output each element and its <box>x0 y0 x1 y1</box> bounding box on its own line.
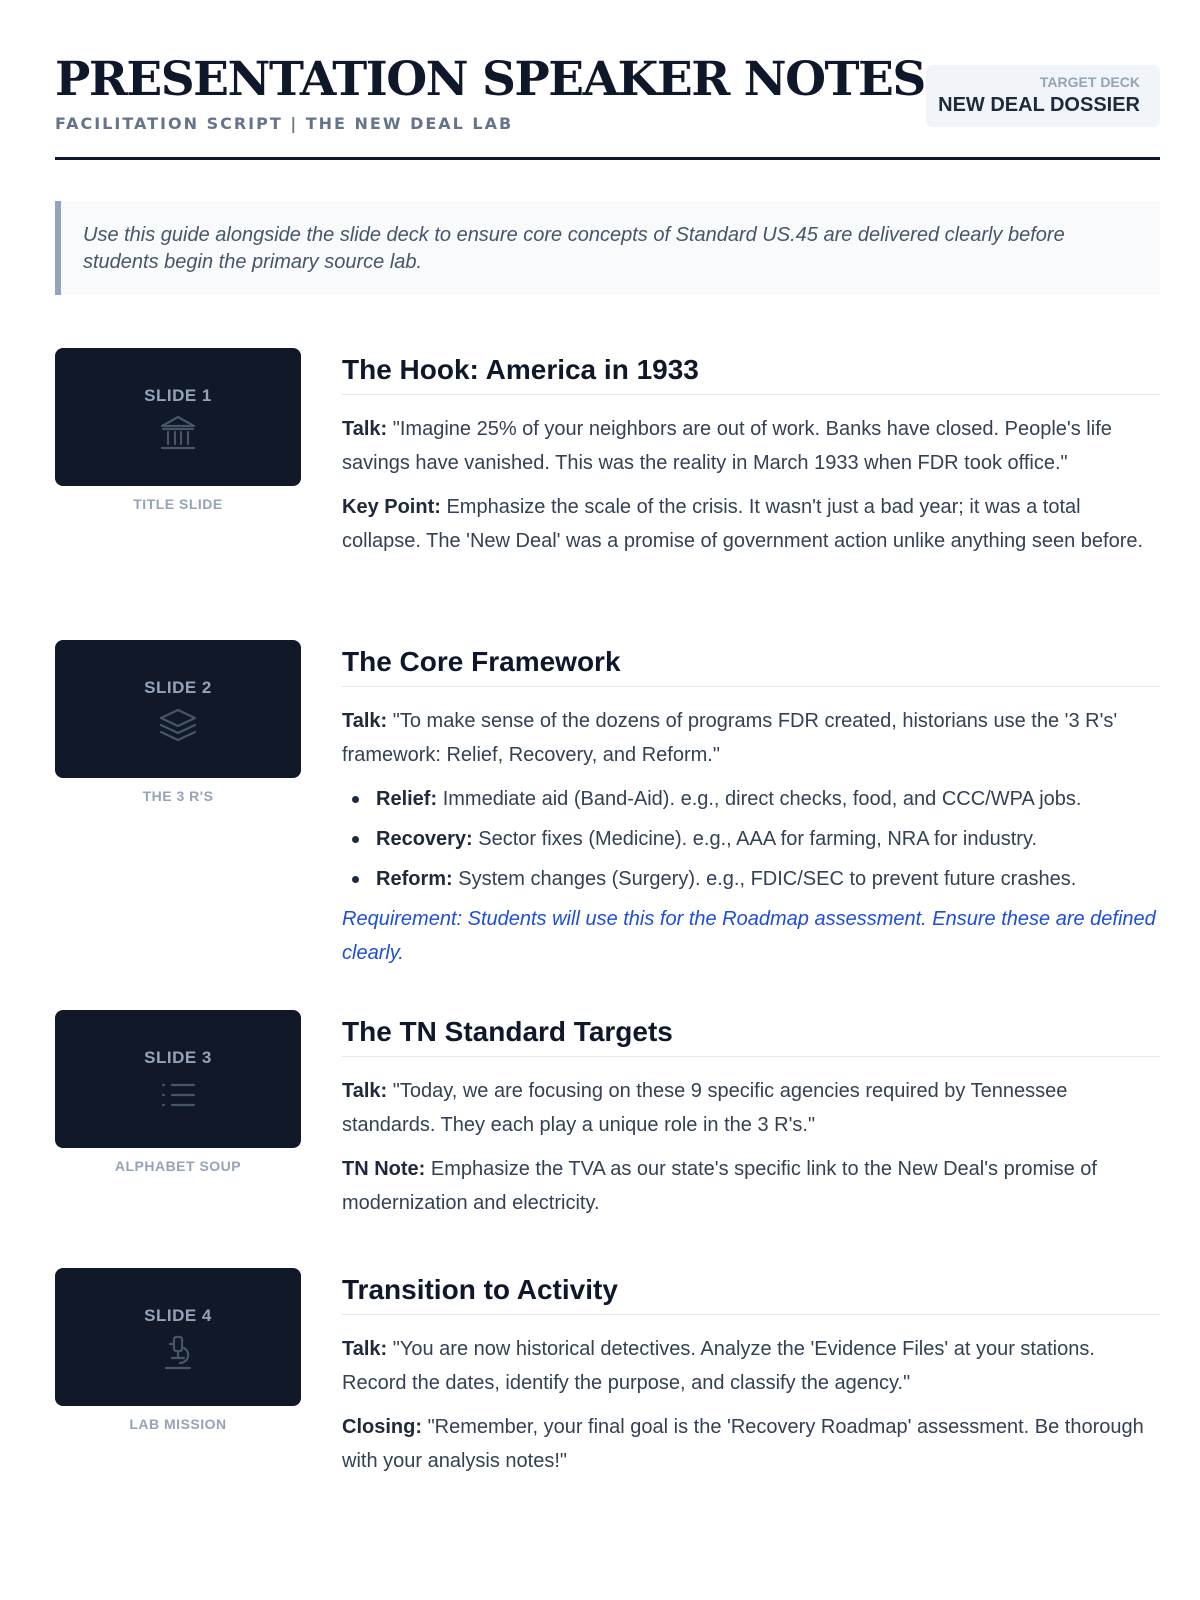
bullet-text: System changes (Surgery). e.g., FDIC/SEC to prevent future crashes. <box>458 868 1077 890</box>
slide-thumbnail <box>55 640 301 778</box>
slide-thumbnail <box>55 348 301 486</box>
slide-caption: ALPHABET SOUP <box>114 1158 242 1174</box>
layers-icon <box>158 706 198 744</box>
slide-caption: LAB MISSION <box>129 1416 227 1432</box>
slide-notes <box>342 348 1160 568</box>
slide-thumbnail-column <box>55 1010 301 1174</box>
slide-heading: The Core Framework <box>342 640 1160 687</box>
tn-note-text: Emphasize the TVA as our state's specific link to the New Deal's promise of modernization and electricity. <box>342 1158 1097 1214</box>
framework-list <box>342 782 1160 896</box>
slide-caption: TITLE SLIDE <box>133 496 223 512</box>
target-deck-badge <box>926 65 1160 127</box>
slide-caption: THE 3 R'S <box>142 788 214 804</box>
key-point-paragraph <box>342 490 1160 558</box>
talk-label: Talk: <box>342 1338 388 1360</box>
slide-heading: Transition to Activity <box>342 1268 1160 1315</box>
slide-heading: The Hook: America in 1933 <box>342 348 1160 395</box>
microscope-icon <box>158 1334 198 1372</box>
bullet-label: Relief: <box>376 788 438 810</box>
slide-number: SLIDE 2 <box>144 678 212 697</box>
closing-paragraph <box>342 1410 1160 1478</box>
page-header <box>55 52 1160 160</box>
talk-paragraph <box>342 412 1160 480</box>
closing-text: "Remember, your final goal is the 'Recovery Roadmap' assessment. Be thorough with your analysis notes!" <box>342 1416 1144 1472</box>
closing-label: Closing: <box>342 1416 422 1438</box>
talk-label: Talk: <box>342 710 388 732</box>
bullet-label: Recovery: <box>376 828 473 850</box>
intro-callout: Use this guide alongside the slide deck to ensure core concepts of Standard US.45 are delivered clearly before students begin the primary source lab. <box>55 201 1160 295</box>
slide-heading: The TN Standard Targets <box>342 1010 1160 1057</box>
bullet-label: Reform: <box>376 868 453 890</box>
bullet-text: Sector fixes (Medicine). e.g., AAA for farming, NRA for industry. <box>478 828 1038 850</box>
slide-number: SLIDE 3 <box>144 1048 212 1067</box>
slide-thumbnail-column <box>55 640 301 804</box>
target-deck-name: NEW DEAL DOSSIER <box>938 94 1140 116</box>
talk-text: "To make sense of the dozens of programs FDR created, historians use the '3 R's' framework: Relief, Recovery, and Reform." <box>342 710 1118 766</box>
talk-paragraph <box>342 1074 1160 1142</box>
talk-label: Talk: <box>342 418 388 440</box>
list-item <box>342 822 1160 856</box>
talk-paragraph <box>342 1332 1160 1400</box>
talk-text: "Imagine 25% of your neighbors are out of work. Banks have closed. People's life savings have vanished. This was the reality in March 1933 when FDR took office." <box>342 418 1112 474</box>
talk-text: "Today, we are focusing on these 9 specific agencies required by Tennessee standards. They each play a unique role in the 3 R's." <box>342 1080 1068 1136</box>
key-point-text: Emphasize the scale of the crisis. It wasn't just a bad year; it was a total collapse. The 'New Deal' was a promise of government action unlike anything seen before. <box>342 496 1144 552</box>
slide-notes <box>342 1268 1160 1488</box>
page-subtitle: FACILITATION SCRIPT | THE NEW DEAL LAB <box>55 114 514 133</box>
slide-thumbnail-column <box>55 348 301 512</box>
slide-number: SLIDE 4 <box>144 1306 212 1325</box>
list-item <box>342 862 1160 896</box>
slide-notes <box>342 640 1160 970</box>
list-icon <box>158 1076 198 1114</box>
slide-thumbnail <box>55 1010 301 1148</box>
talk-label: Talk: <box>342 1080 388 1102</box>
bank-icon <box>158 414 198 452</box>
slide-thumbnail <box>55 1268 301 1406</box>
requirement-note: Requirement: Students will use this for the Roadmap assessment. Ensure these are defined clearly. <box>342 908 1156 964</box>
talk-paragraph <box>342 704 1160 772</box>
target-deck-label: TARGET DECK <box>1039 74 1140 90</box>
talk-text: "You are now historical detectives. Analyze the 'Evidence Files' at your stations. Record the dates, identify the purpose, and classify the agency." <box>342 1338 1095 1394</box>
slide-notes <box>342 1010 1160 1230</box>
tn-note-label: TN Note: <box>342 1158 426 1180</box>
list-item <box>342 782 1160 816</box>
tn-note-paragraph <box>342 1152 1160 1220</box>
bullet-text: Immediate aid (Band-Aid). e.g., direct checks, food, and CCC/WPA jobs. <box>442 788 1082 810</box>
slide-thumbnail-column <box>55 1268 301 1432</box>
key-point-label: Key Point: <box>342 496 441 518</box>
slide-number: SLIDE 1 <box>144 386 212 405</box>
page-title: PRESENTATION SPEAKER NOTES <box>55 52 925 107</box>
